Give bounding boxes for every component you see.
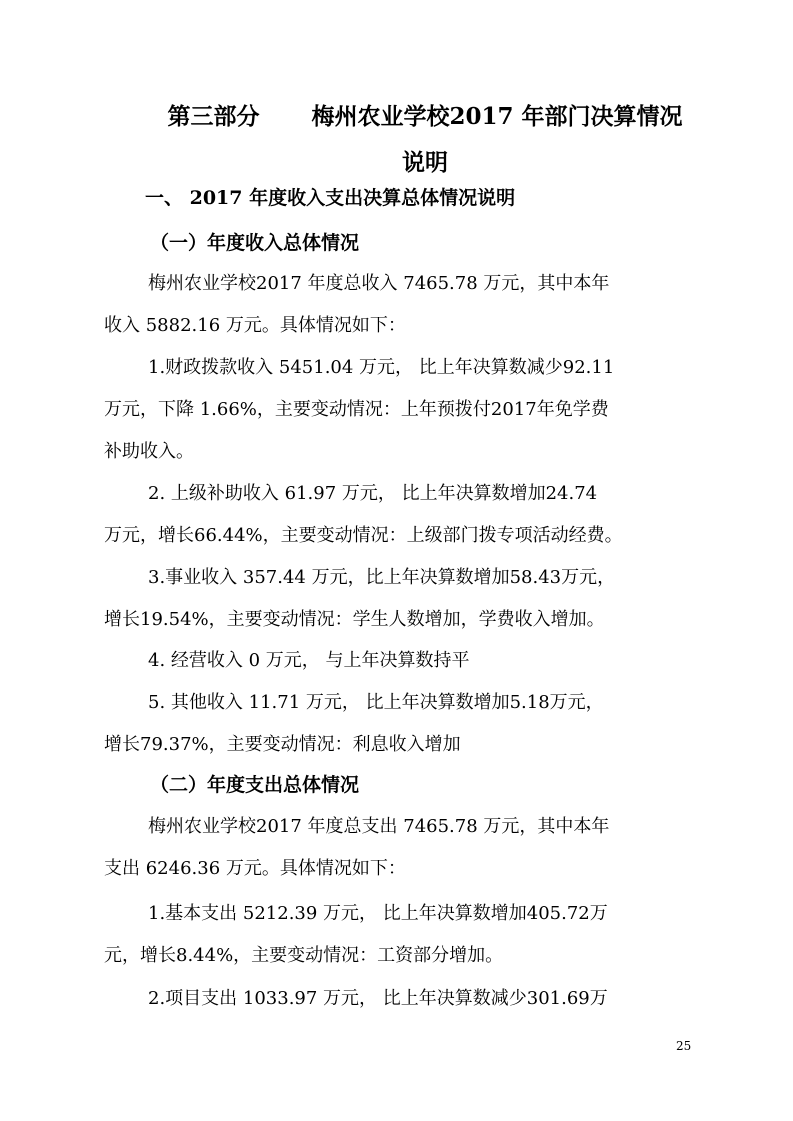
income-para-2: [104, 347, 694, 473]
text-line: 1.基本支出 5212.39 万元， 比上年决算数增加405.72万: [148, 903, 608, 924]
income-heading: （一）年度收入总体情况: [150, 232, 360, 254]
income-para-5: [104, 640, 694, 682]
text-line: 梅州农业学校2017 年度总收入 7465.78 万元，其中本年: [148, 273, 610, 294]
text-line: 增长79.37%，主要变动情况：利息收入增加: [104, 734, 461, 755]
text-line: 增长19.54%，主要变动情况：学生人数增加，学费收入增加。: [104, 609, 605, 630]
text-line: 万元，下降 1.66%，主要变动情况：上年预拨付2017年免学费: [104, 399, 609, 420]
text-line: 收入 5882.16 万元。具体情况如下：: [104, 315, 406, 336]
title-row-2: 说明: [402, 149, 448, 176]
expense-para-1: [104, 806, 694, 890]
text-line: 1.财政拨款收入 5451.04 万元， 比上年决算数减少92.11: [148, 357, 615, 378]
income-para-3: [104, 473, 694, 557]
text-line: 3.事业收入 357.44 万元，比上年决算数增加58.43万元，: [148, 567, 616, 588]
expense-para-3: [104, 978, 694, 1020]
title-row-1: [105, 94, 745, 140]
page-number: 25: [676, 1039, 692, 1053]
income-para-4: [104, 557, 694, 641]
expense-para-2: [104, 893, 694, 977]
text-line: 补助收入。: [104, 441, 194, 462]
income-para-6: [104, 682, 694, 766]
text-line: 梅州农业学校2017 年度总支出 7465.78 万元，其中本年: [148, 816, 610, 837]
text-line: 元，增长8.44%，主要变动情况：工资部分增加。: [104, 945, 504, 966]
title-part: 第三部分: [167, 103, 260, 130]
text-line: 5. 其他收入 11.71 万元， 比上年决算数增加5.18万元，: [148, 692, 604, 713]
income-para-1: [104, 263, 694, 347]
text-line: 万元，增长66.44%，主要变动情况：上级部门拨专项活动经费。: [104, 525, 623, 546]
text-line: 2.项目支出 1033.97 万元， 比上年决算数减少301.69万: [148, 988, 608, 1009]
expense-heading: （二）年度支出总体情况: [150, 774, 360, 796]
title-name: 梅州农业学校2017 年部门决算情况: [311, 103, 683, 130]
text-line: 4. 经营收入 0 万元， 与上年决算数持平: [148, 650, 470, 671]
text-line: 支出 6246.36 万元。具体情况如下：: [104, 858, 406, 879]
text-line: 2. 上级补助收入 61.97 万元， 比上年决算数增加24.74: [148, 483, 598, 504]
section-heading-1: 一、 2017 年度收入支出决算总体情况说明: [145, 187, 516, 209]
page-title: [105, 94, 745, 186]
